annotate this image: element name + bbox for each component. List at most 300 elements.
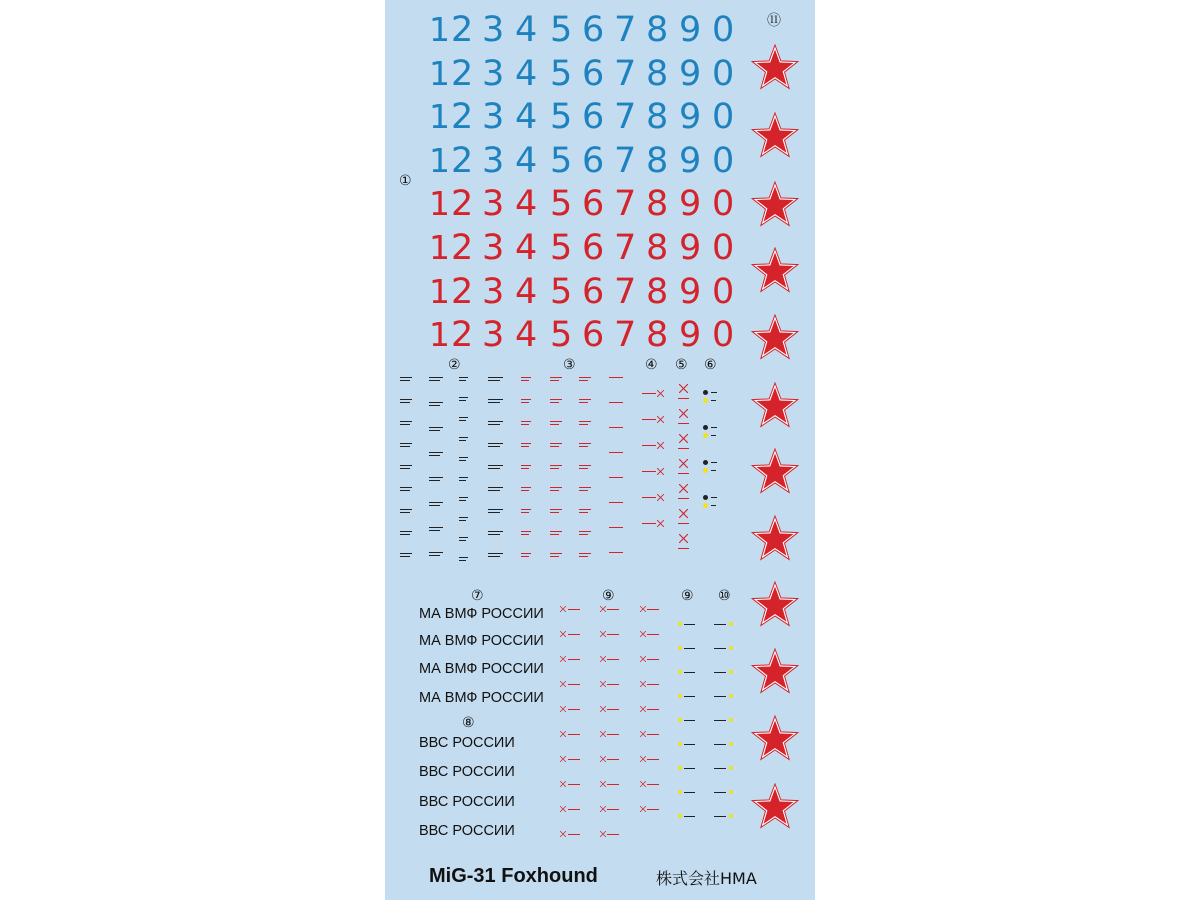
stencil-marking-icon xyxy=(579,490,588,491)
red-x-mark-icon xyxy=(640,631,646,637)
stencil-marking-icon xyxy=(568,684,580,685)
stencil-marking-icon xyxy=(579,509,591,510)
stencil-marking-icon xyxy=(459,440,466,441)
number-decal-blue-9: 9 xyxy=(679,10,702,50)
stencil-marking-icon xyxy=(521,531,531,532)
stencil-dot-icon xyxy=(678,742,682,746)
stencil-dot-icon xyxy=(703,425,708,430)
stencil-marking-icon xyxy=(459,497,468,498)
stencil-dot-icon xyxy=(703,398,708,403)
number-decal-blue-9: 9 xyxy=(679,97,702,138)
number-decal-red-3: 3 xyxy=(482,228,505,268)
red-star-insignia-icon xyxy=(750,715,800,765)
red-x-mark-icon xyxy=(560,706,566,712)
stencil-marking-icon xyxy=(459,500,466,501)
number-decal-red-6: 6 xyxy=(582,184,605,225)
stencil-dot-icon xyxy=(678,646,682,650)
stencil-marking-icon xyxy=(521,468,529,469)
stencil-marking-icon xyxy=(400,531,412,532)
stencil-marking-icon xyxy=(459,457,468,458)
stencil-marking-icon xyxy=(647,759,659,760)
stencil-marking-icon xyxy=(400,465,412,466)
number-decal-blue-7: 7 xyxy=(614,97,637,138)
red-star-insignia-icon xyxy=(750,581,800,631)
red-x-mark-icon xyxy=(560,731,566,737)
number-decal-blue-4: 4 xyxy=(515,97,538,138)
stencil-marking-icon xyxy=(711,497,717,498)
stencil-marking-icon xyxy=(400,468,410,469)
stencil-marking-icon xyxy=(521,465,531,466)
stencil-marking-icon xyxy=(714,744,726,745)
stencil-marking-icon xyxy=(521,402,529,403)
red-x-mark-icon xyxy=(600,831,606,837)
red-x-mark-icon xyxy=(679,534,688,543)
number-decal-blue-3: 3 xyxy=(482,97,505,138)
number-decal-red-2: 2 xyxy=(451,315,474,356)
red-x-mark-icon xyxy=(657,468,664,475)
stencil-marking-icon xyxy=(400,553,412,554)
stencil-marking-icon xyxy=(714,816,726,817)
number-decal-blue-3: 3 xyxy=(482,53,505,94)
stencil-marking-icon xyxy=(429,427,443,428)
vvs-text-3: ВВС РОССИИ xyxy=(419,794,515,810)
stencil-marking-icon xyxy=(678,498,689,499)
number-decal-blue-8: 8 xyxy=(646,97,669,138)
stencil-marking-icon xyxy=(459,517,468,518)
stencil-marking-icon xyxy=(607,834,619,835)
number-decal-red-8: 8 xyxy=(646,184,669,225)
red-x-mark-icon xyxy=(657,520,664,527)
red-x-mark-icon xyxy=(600,656,606,662)
stencil-marking-icon xyxy=(711,470,716,471)
stencil-marking-icon xyxy=(521,424,529,425)
stencil-marking-icon xyxy=(684,816,695,817)
number-decal-blue-1: 1 xyxy=(429,140,450,180)
number-decal-red-1: 1 xyxy=(429,184,450,224)
stencil-marking-icon xyxy=(714,648,726,649)
stencil-marking-icon xyxy=(400,556,410,557)
stencil-marking-icon xyxy=(642,419,656,420)
stencil-marking-icon xyxy=(684,648,695,649)
stencil-marking-icon xyxy=(684,696,695,697)
number-decal-red-1: 1 xyxy=(429,228,450,267)
number-decal-blue-4: 4 xyxy=(515,53,538,94)
red-x-mark-icon xyxy=(640,706,646,712)
stencil-marking-icon xyxy=(550,490,559,491)
stencil-marking-icon xyxy=(568,834,580,835)
stencil-dot-icon xyxy=(678,766,682,770)
stencil-marking-icon xyxy=(488,468,500,469)
stencil-marking-icon xyxy=(429,502,443,503)
stencil-marking-icon xyxy=(521,534,529,535)
stencil-marking-icon xyxy=(711,400,716,401)
red-star-insignia-icon xyxy=(750,314,800,364)
stencil-marking-icon xyxy=(459,397,468,398)
stencil-dot-icon xyxy=(729,766,733,770)
number-decal-red-5: 5 xyxy=(550,315,573,356)
red-x-mark-icon xyxy=(640,656,646,662)
red-x-mark-icon xyxy=(600,706,606,712)
stencil-marking-icon xyxy=(521,556,529,557)
red-x-mark-icon xyxy=(560,831,566,837)
number-decal-red-0: 0 xyxy=(712,315,735,356)
stencil-marking-icon xyxy=(579,446,588,447)
stencil-marking-icon xyxy=(429,480,440,481)
red-x-mark-icon xyxy=(600,781,606,787)
number-decal-blue-2: 2 xyxy=(451,140,474,181)
stencil-marking-icon xyxy=(488,490,500,491)
number-decal-blue-6: 6 xyxy=(582,53,605,94)
stencil-marking-icon xyxy=(647,634,659,635)
number-decal-red-7: 7 xyxy=(614,228,637,268)
number-decal-red-8: 8 xyxy=(646,271,669,312)
red-x-mark-icon xyxy=(560,781,566,787)
red-x-mark-icon xyxy=(600,681,606,687)
stencil-marking-icon xyxy=(568,809,580,810)
callout-3: ③ xyxy=(563,357,576,373)
stencil-marking-icon xyxy=(459,377,468,378)
stencil-marking-icon xyxy=(400,509,412,510)
stencil-marking-icon xyxy=(550,512,559,513)
stencil-marking-icon xyxy=(521,490,529,491)
vvs-text-4: ВВС РОССИИ xyxy=(419,823,515,839)
stencil-dot-icon xyxy=(729,814,733,818)
stencil-marking-icon xyxy=(429,455,440,456)
stencil-marking-icon xyxy=(714,720,726,721)
red-x-mark-icon xyxy=(679,384,688,393)
stencil-marking-icon xyxy=(521,377,531,378)
stencil-marking-icon xyxy=(550,534,559,535)
stencil-marking-icon xyxy=(607,759,619,760)
number-decal-red-5: 5 xyxy=(550,228,573,268)
stencil-marking-icon xyxy=(400,446,410,447)
stencil-marking-icon xyxy=(550,421,562,422)
stencil-marking-icon xyxy=(579,468,588,469)
stencil-marking-icon xyxy=(550,556,559,557)
red-x-mark-icon xyxy=(600,806,606,812)
stencil-marking-icon xyxy=(714,696,726,697)
stencil-dot-icon xyxy=(703,390,708,395)
red-x-mark-icon xyxy=(640,806,646,812)
stencil-marking-icon xyxy=(607,659,619,660)
stencil-marking-icon xyxy=(642,445,656,446)
stencil-marking-icon xyxy=(521,380,529,381)
number-decal-red-7: 7 xyxy=(614,315,637,356)
stencil-marking-icon xyxy=(684,672,695,673)
stencil-marking-icon xyxy=(647,809,659,810)
stencil-marking-icon xyxy=(607,709,619,710)
stencil-marking-icon xyxy=(579,553,591,554)
number-decal-red-6: 6 xyxy=(582,315,605,356)
number-decal-red-3: 3 xyxy=(482,315,505,356)
stencil-marking-icon xyxy=(459,560,466,561)
red-star-insignia-icon xyxy=(750,181,800,231)
stencil-marking-icon xyxy=(607,609,619,610)
number-decal-red-9: 9 xyxy=(679,315,702,356)
stencil-marking-icon xyxy=(711,462,717,463)
stencil-marking-icon xyxy=(459,480,466,481)
red-x-mark-icon xyxy=(560,606,566,612)
stencil-marking-icon xyxy=(429,555,440,556)
red-x-mark-icon xyxy=(640,681,646,687)
number-decal-blue-8: 8 xyxy=(646,53,669,94)
stencil-marking-icon xyxy=(714,624,726,625)
stencil-marking-icon xyxy=(429,380,440,381)
stencil-marking-icon xyxy=(642,523,656,524)
stencil-marking-icon xyxy=(642,471,656,472)
stencil-marking-icon xyxy=(568,634,580,635)
number-decal-red-6: 6 xyxy=(582,228,605,268)
stencil-marking-icon xyxy=(579,402,588,403)
stencil-marking-icon xyxy=(678,548,689,549)
number-decal-blue-5: 5 xyxy=(550,10,573,50)
stencil-marking-icon xyxy=(609,527,623,528)
stencil-marking-icon xyxy=(678,423,689,424)
stencil-marking-icon xyxy=(488,487,503,488)
model-title: MiG-31 Foxhound xyxy=(429,865,598,887)
stencil-marking-icon xyxy=(579,399,591,400)
number-decal-blue-0: 0 xyxy=(712,53,735,94)
stencil-marking-icon xyxy=(400,443,412,444)
number-decal-blue-1: 1 xyxy=(429,97,450,137)
stencil-marking-icon xyxy=(550,468,559,469)
stencil-marking-icon xyxy=(400,534,410,535)
stencil-marking-icon xyxy=(488,531,503,532)
stencil-marking-icon xyxy=(459,420,466,421)
number-decal-red-7: 7 xyxy=(614,271,637,312)
stencil-marking-icon xyxy=(429,505,440,506)
number-decal-blue-1: 1 xyxy=(429,53,450,93)
stencil-marking-icon xyxy=(609,477,623,478)
stencil-marking-icon xyxy=(400,380,410,381)
number-decal-blue-4: 4 xyxy=(515,140,538,181)
stencil-marking-icon xyxy=(711,435,716,436)
stencil-marking-icon xyxy=(550,487,562,488)
number-decal-red-3: 3 xyxy=(482,271,505,312)
number-decal-blue-3: 3 xyxy=(482,10,505,50)
stencil-marking-icon xyxy=(647,609,659,610)
navy-text-1: МА ВМФ РОССИИ xyxy=(419,606,544,622)
stencil-marking-icon xyxy=(711,505,716,506)
number-decal-red-1: 1 xyxy=(429,315,450,355)
red-x-mark-icon xyxy=(640,606,646,612)
number-decal-blue-8: 8 xyxy=(646,10,669,50)
stencil-marking-icon xyxy=(521,446,529,447)
stencil-marking-icon xyxy=(684,768,695,769)
stencil-marking-icon xyxy=(550,553,562,554)
stencil-dot-icon xyxy=(678,694,682,698)
number-decal-red-1: 1 xyxy=(429,271,450,311)
number-decal-blue-9: 9 xyxy=(679,140,702,181)
stencil-marking-icon xyxy=(568,659,580,660)
stencil-marking-icon xyxy=(459,477,468,478)
stencil-marking-icon xyxy=(400,512,410,513)
red-star-insignia-icon xyxy=(750,382,800,432)
stencil-marking-icon xyxy=(568,734,580,735)
stencil-marking-icon xyxy=(579,487,591,488)
number-decal-blue-1: 1 xyxy=(429,10,450,49)
stencil-marking-icon xyxy=(678,473,689,474)
callout-7: ⑦ xyxy=(471,588,484,604)
brand-name: 株式会社HMA xyxy=(656,869,757,888)
number-decal-blue-7: 7 xyxy=(614,10,637,50)
stencil-marking-icon xyxy=(647,659,659,660)
navy-text-2: МА ВМФ РОССИИ xyxy=(419,633,544,649)
stencil-marking-icon xyxy=(550,380,559,381)
stencil-marking-icon xyxy=(521,443,531,444)
number-decal-red-8: 8 xyxy=(646,315,669,356)
stencil-marking-icon xyxy=(429,402,443,403)
red-x-mark-icon xyxy=(679,509,688,518)
stencil-marking-icon xyxy=(521,512,529,513)
stencil-marking-icon xyxy=(400,399,412,400)
stencil-marking-icon xyxy=(488,380,500,381)
stencil-marking-icon xyxy=(550,377,562,378)
stencil-dot-icon xyxy=(678,814,682,818)
stencil-marking-icon xyxy=(488,534,500,535)
stencil-marking-icon xyxy=(684,792,695,793)
red-star-insignia-icon xyxy=(750,112,800,162)
number-decal-red-7: 7 xyxy=(614,184,637,225)
stencil-marking-icon xyxy=(550,402,559,403)
number-decal-blue-6: 6 xyxy=(582,10,605,50)
red-x-mark-icon xyxy=(600,631,606,637)
stencil-marking-icon xyxy=(684,624,695,625)
red-x-mark-icon xyxy=(560,806,566,812)
stencil-marking-icon xyxy=(400,424,410,425)
stencil-marking-icon xyxy=(459,537,468,538)
stencil-marking-icon xyxy=(579,424,588,425)
number-decal-red-2: 2 xyxy=(451,184,474,225)
callout-5: ⑤ xyxy=(675,357,688,373)
callout-1: ① xyxy=(399,173,412,189)
number-decal-blue-9: 9 xyxy=(679,53,702,94)
callout-4: ④ xyxy=(645,357,658,373)
stencil-marking-icon xyxy=(488,446,500,447)
stencil-marking-icon xyxy=(488,424,500,425)
stencil-marking-icon xyxy=(568,709,580,710)
stencil-marking-icon xyxy=(429,430,440,431)
callout-10: ⑩ xyxy=(718,588,731,604)
red-star-insignia-icon xyxy=(750,247,800,297)
stencil-marking-icon xyxy=(488,443,503,444)
stencil-marking-icon xyxy=(609,552,623,553)
stencil-marking-icon xyxy=(568,784,580,785)
stencil-marking-icon xyxy=(459,437,468,438)
red-x-mark-icon xyxy=(560,681,566,687)
stencil-marking-icon xyxy=(550,424,559,425)
stencil-marking-icon xyxy=(579,465,591,466)
number-decal-blue-0: 0 xyxy=(712,10,735,50)
stencil-marking-icon xyxy=(678,398,689,399)
red-x-mark-icon xyxy=(600,731,606,737)
vvs-text-2: ВВС РОССИИ xyxy=(419,764,515,780)
stencil-dot-icon xyxy=(729,646,733,650)
number-decal-blue-5: 5 xyxy=(550,140,573,181)
stencil-marking-icon xyxy=(521,399,531,400)
stencil-dot-icon xyxy=(678,718,682,722)
number-decal-blue-5: 5 xyxy=(550,97,573,138)
red-x-mark-icon xyxy=(600,606,606,612)
stencil-dot-icon xyxy=(703,460,708,465)
stencil-marking-icon xyxy=(579,556,588,557)
red-star-insignia-icon xyxy=(750,44,800,94)
red-star-insignia-icon xyxy=(750,783,800,833)
stencil-dot-icon xyxy=(703,495,708,500)
stencil-marking-icon xyxy=(579,531,591,532)
stencil-marking-icon xyxy=(647,709,659,710)
stencil-marking-icon xyxy=(579,534,588,535)
stencil-marking-icon xyxy=(642,497,656,498)
stencil-marking-icon xyxy=(429,452,443,453)
red-x-mark-icon xyxy=(640,756,646,762)
stencil-marking-icon xyxy=(607,684,619,685)
stencil-marking-icon xyxy=(521,509,531,510)
stencil-marking-icon xyxy=(684,720,695,721)
number-decal-red-6: 6 xyxy=(582,271,605,312)
stencil-marking-icon xyxy=(579,377,591,378)
stencil-marking-icon xyxy=(568,759,580,760)
stencil-marking-icon xyxy=(579,380,588,381)
number-decal-red-5: 5 xyxy=(550,271,573,312)
stencil-marking-icon xyxy=(647,734,659,735)
decal-sheet xyxy=(385,0,815,900)
stencil-marking-icon xyxy=(714,672,726,673)
number-decal-red-0: 0 xyxy=(712,271,735,312)
stencil-marking-icon xyxy=(579,512,588,513)
stencil-marking-icon xyxy=(429,552,443,553)
stencil-marking-icon xyxy=(400,487,412,488)
stencil-marking-icon xyxy=(400,421,412,422)
stencil-marking-icon xyxy=(607,784,619,785)
stencil-marking-icon xyxy=(429,405,440,406)
red-x-mark-icon xyxy=(657,442,664,449)
stencil-marking-icon xyxy=(607,734,619,735)
stencil-marking-icon xyxy=(459,520,466,521)
number-decal-blue-7: 7 xyxy=(614,53,637,94)
stencil-marking-icon xyxy=(521,553,531,554)
stencil-marking-icon xyxy=(609,377,623,378)
red-star-insignia-icon xyxy=(750,515,800,565)
number-decal-blue-6: 6 xyxy=(582,97,605,138)
stencil-dot-icon xyxy=(729,718,733,722)
stencil-marking-icon xyxy=(711,392,717,393)
red-x-mark-icon xyxy=(600,756,606,762)
stencil-marking-icon xyxy=(678,448,689,449)
stencil-dot-icon xyxy=(678,622,682,626)
stencil-marking-icon xyxy=(609,427,623,428)
number-decal-red-3: 3 xyxy=(482,184,505,225)
stencil-dot-icon xyxy=(729,622,733,626)
stencil-marking-icon xyxy=(550,465,562,466)
stencil-marking-icon xyxy=(642,393,656,394)
stencil-dot-icon xyxy=(703,503,708,508)
number-decal-red-4: 4 xyxy=(515,315,538,356)
stencil-marking-icon xyxy=(714,792,726,793)
red-star-insignia-icon xyxy=(750,448,800,498)
callout-6: ⑥ xyxy=(704,357,717,373)
stencil-marking-icon xyxy=(550,531,562,532)
number-decal-blue-2: 2 xyxy=(451,53,474,94)
stencil-dot-icon xyxy=(703,433,708,438)
stencil-marking-icon xyxy=(459,557,468,558)
stencil-marking-icon xyxy=(459,540,466,541)
number-decal-red-2: 2 xyxy=(451,228,474,268)
stencil-marking-icon xyxy=(459,400,466,401)
stencil-marking-icon xyxy=(550,443,562,444)
stencil-marking-icon xyxy=(488,553,503,554)
red-x-mark-icon xyxy=(657,416,664,423)
